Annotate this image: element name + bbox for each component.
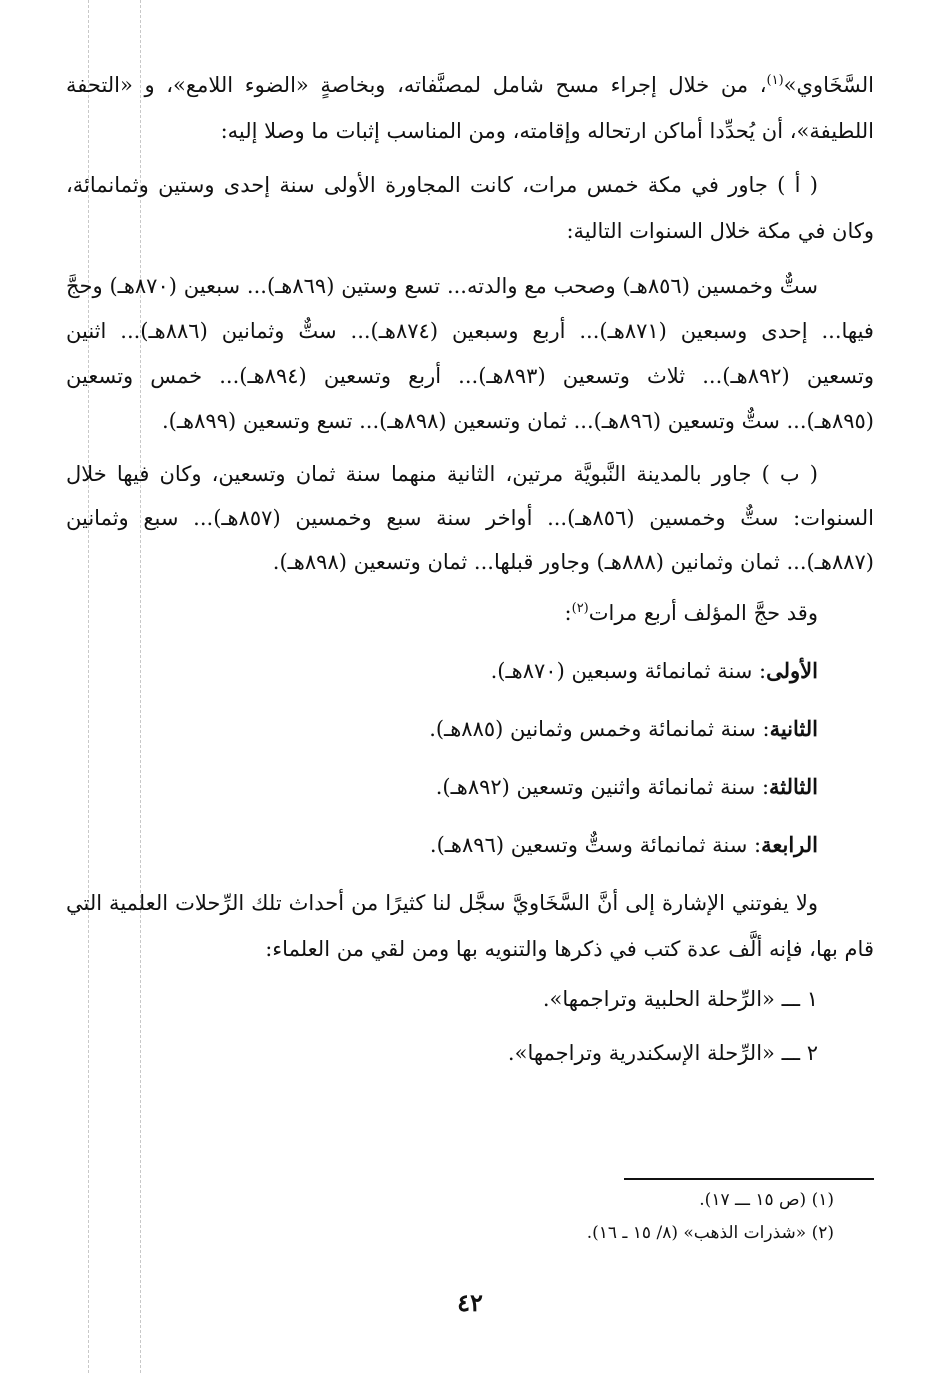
book-number: ٢: [806, 1041, 818, 1065]
book-title: «الرِّحلة الإسكندرية وتراجمها».: [507, 1041, 775, 1065]
hajj-item: [66, 700, 874, 758]
intro-text-rest: ، من خلال إجراء مسح شامل لمصنَّفاته، وبخاصةٍ «الضوء اللامع»، و «التحفة اللطيفة»، أن يُحدِّدا أماكن ارتحاله وإقامته، ومن المناسب إثبات ما وصلا إليه:: [66, 73, 874, 143]
footnote-ref-1: (١): [766, 73, 784, 88]
page-number: ٤٢: [457, 1288, 483, 1317]
hajj-label: الثانية: [769, 716, 818, 741]
book-list-item: [66, 972, 874, 1026]
paragraph-alif: ( أ ) جاور في مكة خمس مرات، كانت المجاورة الأولى سنة إحدى وستين وثمانمائة، وكان في مكة خلال السنوات التالية:: [66, 173, 874, 243]
hajj-label: الأولى: [766, 658, 818, 683]
paragraph-mecca-years: ستٌّ وخمسين (٨٥٦هـ) وصحب مع والدته... تسع وستين (٨٦٩هـ)... سبعين (٨٧٠هـ) وحجَّ فيها... إحدى وسبعين (٨٧١هـ)... أربع وسبعين (٨٧٤هـ)... ستٌّ وثمانين (٨٨٦هـ)... اثنين وتسعين (٨٩٢هـ)... ثلاث وتسعين (٨٩٣هـ)... أربع وتسعين (٨٩٤هـ)... خمس وتسعين (٨٩٥هـ)... ستٌّ وتسعين (٨٩٦هـ)... ثمان وتسعين (٨٩٨هـ)... تسع وتسعين (٨٩٩هـ).: [66, 274, 875, 433]
hajj-item: [66, 758, 874, 816]
hajj-text: : سنة ثمانمائة وسبعين (٨٧٠هـ).: [490, 659, 767, 683]
book-dash: ـــ: [781, 1041, 801, 1065]
footnote-item: (١) (ص ١٥ ـــ ١٧).: [699, 1190, 834, 1210]
footnote-divider: [624, 1178, 874, 1180]
hajj-intro-colon: :: [564, 601, 572, 625]
hajj-item: [66, 642, 874, 700]
footnote-item: (٢) «شذرات الذهب» (٨/ ١٥ ـ ١٦).: [586, 1223, 834, 1243]
hajj-item: [66, 816, 874, 874]
hajj-text: : سنة ثمانمائة وستٌّ وتسعين (٨٩٦هـ).: [429, 833, 762, 857]
footnotes: [66, 1184, 874, 1250]
hajj-intro-text: وقد حجَّ المؤلف أربع مرات: [588, 601, 818, 625]
hajj-label: الرابعة: [761, 832, 818, 857]
book-title: «الرِّحلة الحلبية وتراجمها».: [542, 987, 775, 1011]
book-dash: ـــ: [781, 987, 801, 1011]
hajj-label: الثالثة: [769, 774, 818, 799]
book-list-item: [66, 1026, 874, 1080]
closing-paragraph: ولا يفوتني الإشارة إلى أنَّ السَّخَاويَّ سجَّل لنا كثيرًا من أحداث تلك الرِّحلات العلمية التي قام بها، فإنه ألَّف عدة كتب في ذكرها والتنويه بها ومن لقي من العلماء:: [66, 891, 874, 961]
intro-text-start: السَّخَاوي»: [783, 73, 874, 97]
hajj-text: : سنة ثمانمائة وخمس وثمانين (٨٨٥هـ).: [429, 717, 770, 741]
main-text: [66, 62, 874, 1080]
hajj-text: : سنة ثمانمائة واثنين وتسعين (٨٩٢هـ).: [435, 775, 770, 799]
hajj-intro: [66, 584, 874, 642]
book-number: ١: [806, 987, 818, 1011]
intro-paragraph: [66, 62, 874, 154]
footnote-ref-2: (٢): [571, 601, 589, 616]
paragraph-ba: ( ب ) جاور بالمدينة النَّبويَّة مرتين، الثانية منهما سنة ثمان وتسعين، وكان فيها خلال السنوات: ستٌّ وخمسين (٨٥٦هـ)... أواخر سنة سبع وخمسين (٨٥٧هـ)... سبع وثمانين (٨٨٧هـ)... ثمان وثمانين (٨٨٨هـ) وجاور قبلها... ثمان وتسعين (٨٩٨هـ).: [66, 462, 874, 574]
